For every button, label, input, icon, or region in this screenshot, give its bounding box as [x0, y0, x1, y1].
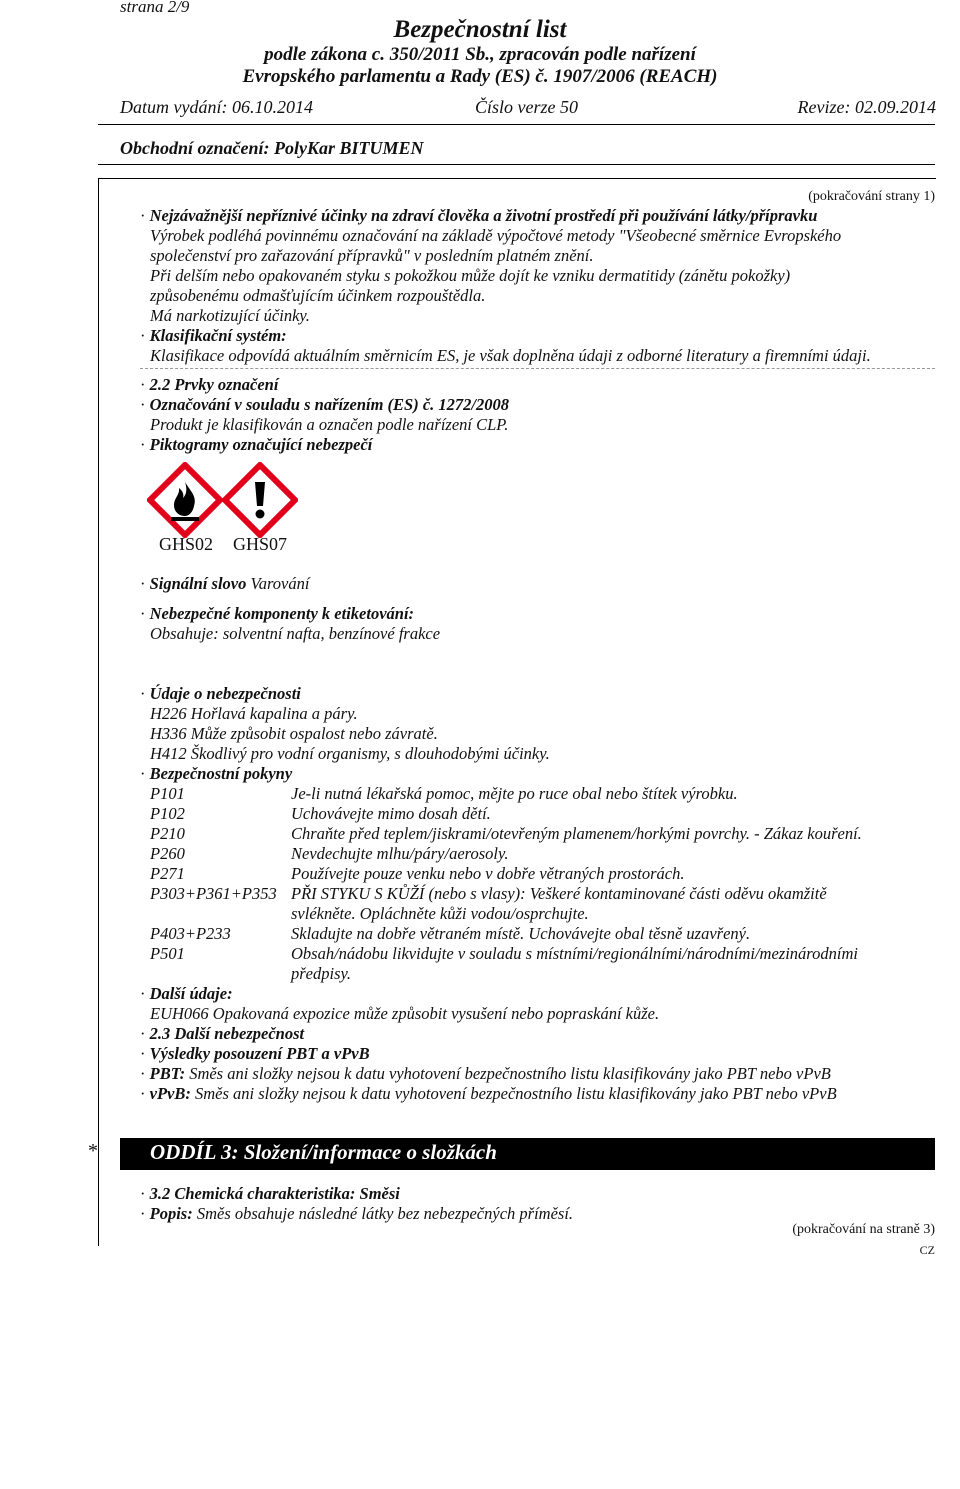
- other-info-heading-text: Další údaje:: [149, 984, 233, 1003]
- version-number: Číslo verze 50: [475, 97, 578, 117]
- effects-line-5: Má narkotizující účinky.: [150, 306, 310, 325]
- pbt-heading: · Výsledky posouzení PBT a vPvB: [140, 1044, 370, 1063]
- signal-word-label: Signální slovo: [149, 574, 247, 593]
- precaution-code: P271: [150, 864, 185, 883]
- precaution-code: P501: [150, 944, 185, 963]
- signal-word-value: Varování: [250, 574, 310, 593]
- classification-text: Klasifikace odpovídá aktuálním směrnicím ES, je však doplněna údaji z odborné literatury a firemními údaji.: [150, 346, 871, 365]
- change-marker: *: [88, 1140, 98, 1162]
- header-rule: [98, 124, 935, 125]
- classification-heading: · Klasifikační systém:: [140, 326, 287, 345]
- pbt-text: Směs ani složky nejsou k datu vyhotovení bezpečnostního listu klasifikovány jako PBT nebo vPvB: [189, 1064, 831, 1083]
- labelling-heading: · 2.2 Prvky označení: [140, 375, 279, 394]
- precaution-text: Nevdechujte mlhu/páry/aerosoly.: [291, 844, 509, 863]
- continued-to: (pokračování na straně 3): [792, 1222, 935, 1237]
- precaution-text: Chraňte před teplem/jiskrami/otevřeným plamenem/horkými povrchy. - Zákaz kouření.: [291, 824, 862, 843]
- pbt-row: · PBT: Směs ani složky nejsou k datu vyhotovení bezpečnostního listu klasifikovány jako PBT nebo vPvB: [140, 1064, 831, 1083]
- components-heading: · Nebezpečné komponenty k etiketování:: [140, 604, 415, 623]
- hazard-statement: H226 Hořlavá kapalina a páry.: [150, 704, 358, 723]
- hazard-statement: H336 Může způsobit ospalost nebo závratě.: [150, 724, 438, 743]
- hazard-heading: · Údaje o nebezpečnosti: [140, 684, 301, 703]
- document-title: Bezpečnostní list: [393, 16, 567, 43]
- other-hazards-heading: · 2.3 Další nebezpečnost: [140, 1024, 305, 1043]
- chemical-characteristics-heading-text: 3.2 Chemická charakteristika: Směsi: [149, 1184, 400, 1203]
- precaution-text: Používejte pouze venku nebo v dobře větraných prostorách.: [291, 864, 685, 883]
- flame-pictogram-icon: [147, 462, 223, 538]
- trade-name-rule: [98, 164, 935, 165]
- pictograms-heading-text: Piktogramy označující nebezpečí: [149, 435, 373, 454]
- precaution-code: P210: [150, 824, 185, 843]
- classification-heading-text: Klasifikační systém:: [149, 326, 287, 345]
- continued-from: (pokračování strany 1): [808, 189, 935, 204]
- regulation-heading: · Označování v souladu s nařízením (ES) č. 1272/2008: [140, 395, 509, 414]
- labelling-heading-text: 2.2 Prvky označení: [149, 375, 279, 394]
- vpvb-row: · vPvB: Směs ani složky nejsou k datu vyhotovení bezpečnostního listu klasifikovány jako PBT nebo vPvB: [140, 1084, 837, 1103]
- precaution-text: PŘI STYKU S KŮŽÍ (nebo s vlasy): Veškeré kontaminované části oděvu okamžitě: [291, 884, 827, 903]
- hazard-heading-text: Údaje o nebezpečnosti: [149, 684, 301, 703]
- precaution-heading: · Bezpečnostní pokyny: [140, 764, 293, 783]
- other-info-heading: · Další údaje:: [140, 984, 233, 1003]
- description-row: · Popis: Směs obsahuje následné látky bez nebezpečných příměsí.: [140, 1204, 574, 1223]
- pbt-heading-text: Výsledky posouzení PBT a vPvB: [149, 1044, 370, 1063]
- pictograms-heading: · Piktogramy označující nebezpečí: [140, 435, 373, 454]
- signal-word-row: · Signální slovo Varování: [140, 574, 310, 593]
- pbt-label: PBT:: [149, 1064, 186, 1083]
- precaution-text-continued: předpisy.: [291, 964, 352, 983]
- page-number: strana 2/9: [120, 0, 190, 16]
- description-label: Popis:: [149, 1204, 193, 1223]
- hazard-statement: H412 Škodlivý pro vodní organismy, s dlouhodobými účinky.: [150, 744, 550, 763]
- description-text: Směs obsahuje následné látky bez nebezpečných příměsí.: [196, 1204, 574, 1223]
- trade-name: Obchodní označení: PolyKar BITUMEN: [120, 138, 424, 158]
- section-divider: [140, 368, 935, 369]
- precaution-code: P303+P361+P353: [150, 884, 277, 903]
- precaution-heading-text: Bezpečnostní pokyny: [149, 764, 293, 783]
- precaution-code: P102: [150, 804, 185, 823]
- precaution-text: Obsah/nádobu likvidujte v souladu s místními/regionálními/národními/mezinárodními: [291, 944, 858, 963]
- revision-date: Revize: 02.09.2014: [797, 97, 936, 117]
- precaution-code: P260: [150, 844, 185, 863]
- vpvb-label: vPvB:: [149, 1084, 191, 1103]
- effects-line-1: Výrobek podléhá povinnému označování na základě výpočtové metody "Všeobecné směrnice Evropského: [150, 226, 842, 245]
- effects-heading: · Nejzávažnější nepříznivé účinky na zdraví člověka a životní prostředí při používání látky/přípravku: [140, 206, 818, 225]
- precaution-text-continued: svlékněte. Opláchněte kůži vodou/osprchujte.: [291, 904, 589, 923]
- components-heading-text: Nebezpečné komponenty k etiketování:: [149, 604, 415, 623]
- document-subtitle-2: Evropského parlamentu a Rady (ES) č. 1907/2006 (REACH): [242, 66, 718, 87]
- issue-date: Datum vydání: 06.10.2014: [120, 97, 313, 117]
- effects-line-2: společenství pro zařazování přípravků" v posledním platném znění.: [150, 246, 594, 265]
- pictogram-label-2: GHS07: [233, 534, 288, 554]
- precaution-text: Je-li nutná lékařská pomoc, mějte po ruce obal nebo štítek výrobku.: [291, 784, 738, 803]
- components-text: Obsahuje: solventní nafta, benzínové frakce: [150, 624, 441, 643]
- effects-line-3: Při delším nebo opakovaném styku s pokožkou může dojít ke vzniku dermatitidy (zánětu pokožky): [150, 266, 791, 285]
- precaution-text: Skladujte na dobře větraném místě. Uchovávejte obal těsně uzavřený.: [291, 924, 751, 943]
- pictogram-label-1: GHS02: [159, 534, 214, 554]
- precaution-code: P101: [150, 784, 185, 803]
- document-subtitle-1: podle zákona c. 350/2011 Sb., zpracován podle nařízení: [264, 44, 696, 65]
- vpvb-text: Směs ani složky nejsou k datu vyhotovení bezpečnostního listu klasifikovány jako PBT nebo vPvB: [194, 1084, 837, 1103]
- section-3-title: ODDÍL 3: Složení/informace o složkách: [150, 1140, 497, 1164]
- regulation-heading-text: Označování v souladu s nařízením (ES) č. 1272/2008: [149, 395, 509, 414]
- regulation-text: Produkt je klasifikován a označen podle nařízení CLP.: [150, 415, 509, 434]
- chemical-characteristics-heading: · 3.2 Chemická charakteristika: Směsi: [140, 1184, 400, 1203]
- other-hazards-heading-text: 2.3 Další nebezpečnost: [149, 1024, 305, 1043]
- effects-line-4: způsobenému odmašťujícím účinkem rozpouštědla.: [150, 286, 486, 305]
- exclamation-pictogram-icon: [222, 462, 298, 538]
- language-code: CZ: [919, 1243, 935, 1257]
- other-info-text: EUH066 Opakovaná expozice může způsobit vysušení nebo popraskání kůže.: [150, 1004, 660, 1023]
- effects-heading-text: Nejzávažnější nepříznivé účinky na zdraví člověka a životní prostředí při používání látky/přípravku: [149, 206, 818, 225]
- precaution-text: Uchovávejte mimo dosah dětí.: [291, 804, 491, 823]
- precaution-code: P403+P233: [150, 924, 231, 943]
